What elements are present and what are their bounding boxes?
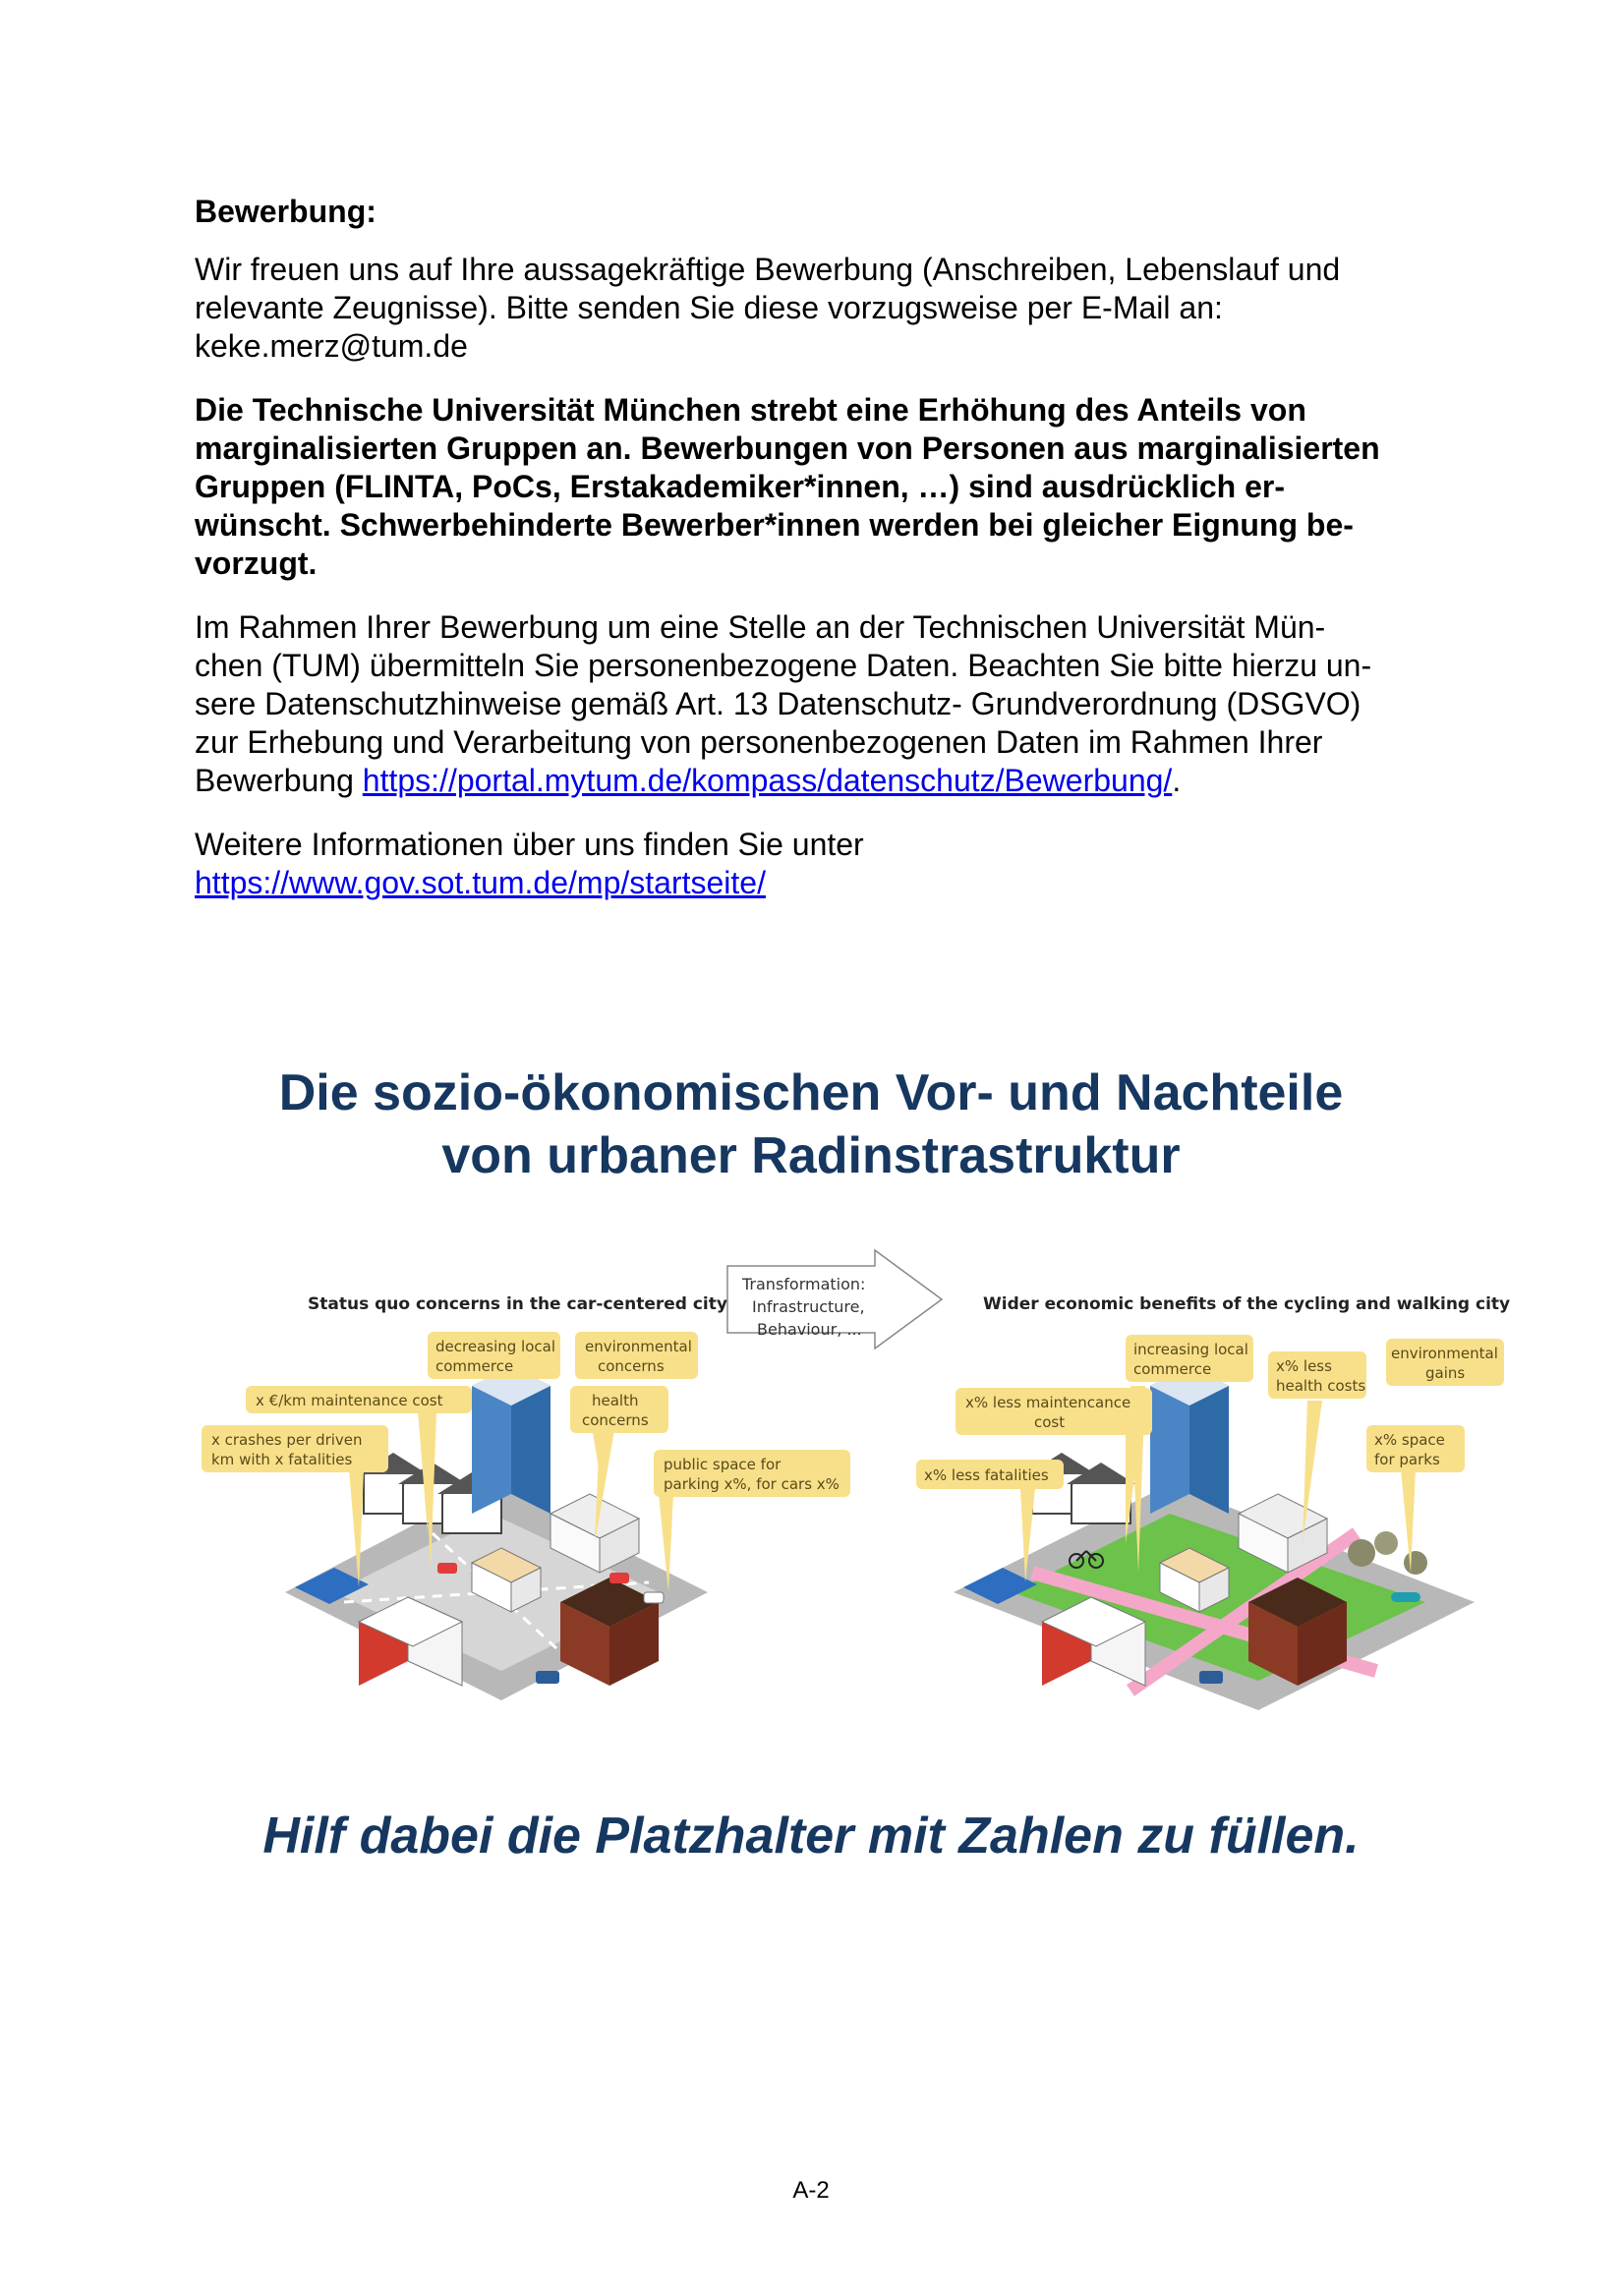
callout-line: x% less	[1276, 1357, 1332, 1375]
privacy-line-suffix: .	[1172, 763, 1182, 798]
document-body	[195, 193, 1453, 928]
callout-line: km with x fatalities	[211, 1451, 353, 1468]
callout-line: x €/km maintenance cost	[256, 1392, 443, 1409]
truck	[1199, 1671, 1223, 1684]
callout-line: environmental	[1391, 1345, 1498, 1362]
privacy-link[interactable]: https://portal.mytum.de/kompass/datenschutz/Bewerbung/	[362, 763, 1173, 798]
tree	[1348, 1539, 1375, 1567]
callout-environmental-gains	[1386, 1339, 1504, 1386]
poster-title-line: von urbaner Radinstrastruktur	[441, 1127, 1181, 1184]
privacy-line: Im Rahmen Ihrer Bewerbung um eine Stelle an der Technischen Universität Mün-	[195, 609, 1326, 645]
callout-line: cost	[1034, 1413, 1066, 1431]
diversity-line: wünscht. Schwerbehinderte Bewerber*innen werden bei gleicher Eignung be-	[195, 507, 1354, 543]
car	[644, 1592, 664, 1603]
privacy-line: zur Erhebung und Verarbeitung von personenbezogenen Daten im Rahmen Ihrer	[195, 724, 1323, 760]
application-line: Wir freuen uns auf Ihre aussagekräftige Bewerbung (Anschreiben, Lebenslauf und	[195, 252, 1341, 287]
callout-line: parking x%, for cars x%	[664, 1475, 840, 1493]
transformation-arrow	[727, 1250, 942, 1349]
pond	[1391, 1592, 1420, 1602]
more-info-paragraph	[195, 826, 1453, 902]
callout-line: increasing local	[1133, 1341, 1248, 1358]
callout-line: commerce	[435, 1357, 514, 1375]
callout-line: public space for	[664, 1456, 782, 1473]
callout-line: x% less maintencance	[965, 1394, 1131, 1411]
privacy-paragraph	[195, 608, 1453, 800]
callout-line: health costs	[1276, 1377, 1366, 1395]
diversity-line: marginalisierten Gruppen an. Bewerbungen von Personen aus marginalisierten	[195, 430, 1380, 466]
callout-line: decreasing local	[435, 1338, 555, 1355]
callout-line: concerns	[582, 1411, 649, 1429]
city-comparison-figure	[197, 1248, 1511, 1740]
car	[609, 1573, 629, 1583]
callout-line: concerns	[598, 1357, 665, 1375]
startseite-link[interactable]: https://www.gov.sot.tum.de/mp/startseite/	[195, 865, 766, 900]
callout-line: x crashes per driven	[211, 1431, 363, 1449]
left-figure-title: Status quo concerns in the car-centered city	[308, 1294, 727, 1314]
page-number: A-2	[792, 2177, 830, 2204]
callout-public-space	[654, 1450, 850, 1592]
application-heading: Bewerbung:	[195, 194, 377, 229]
callout-line: health	[592, 1392, 639, 1409]
transformation-line: Behaviour, ...	[757, 1320, 862, 1339]
privacy-line-prefix: Bewerbung	[195, 763, 363, 798]
poster-title-line: Die sozio-ökonomischen Vor- und Nachteile	[278, 1064, 1344, 1121]
callout-line: commerce	[1133, 1360, 1212, 1378]
poster-title	[0, 1062, 1622, 1187]
diversity-paragraph	[195, 391, 1453, 583]
application-line: relevante Zeugnisse). Bitte senden Sie diese vorzugsweise per E-Mail an:	[195, 290, 1223, 325]
city-comparison-illustration	[197, 1248, 1511, 1740]
office-tower	[1150, 1366, 1229, 1514]
right-figure-title: Wider economic benefits of the cycling and walking city	[983, 1294, 1511, 1314]
callout-line: environmental	[585, 1338, 692, 1355]
callout-line: x% less fatalities	[924, 1466, 1049, 1484]
callout-line: x% space	[1374, 1431, 1445, 1449]
callout-line: for parks	[1374, 1451, 1440, 1468]
privacy-line: sere Datenschutzhinweise gemäß Art. 13 Datenschutz- Grundverordnung (DSGVO)	[195, 686, 1361, 721]
tree	[1404, 1551, 1427, 1575]
transformation-line: Infrastructure,	[752, 1297, 865, 1316]
call-to-action: Hilf dabei die Platzhalter mit Zahlen zu füllen.	[262, 1808, 1360, 1865]
application-paragraph	[195, 251, 1453, 366]
diversity-line: vorzugt.	[195, 545, 318, 581]
privacy-line: chen (TUM) übermitteln Sie personenbezogene Daten. Beachten Sie bitte hierzu un-	[195, 648, 1372, 683]
diversity-line: Gruppen (FLINTA, PoCs, Erstakademiker*innen, …) sind ausdrücklich er-	[195, 469, 1285, 504]
callout-line: gains	[1425, 1364, 1466, 1382]
car	[437, 1563, 457, 1574]
diversity-line: Die Technische Universität München strebt eine Erhöhung des Anteils von	[195, 392, 1306, 428]
office-tower	[472, 1366, 550, 1514]
transformation-line: Transformation:	[742, 1275, 866, 1293]
more-info-text: Weitere Informationen über uns finden Sie unter	[195, 827, 864, 862]
tree	[1374, 1531, 1398, 1555]
truck	[536, 1671, 559, 1684]
application-email: keke.merz@tum.de	[195, 328, 468, 364]
